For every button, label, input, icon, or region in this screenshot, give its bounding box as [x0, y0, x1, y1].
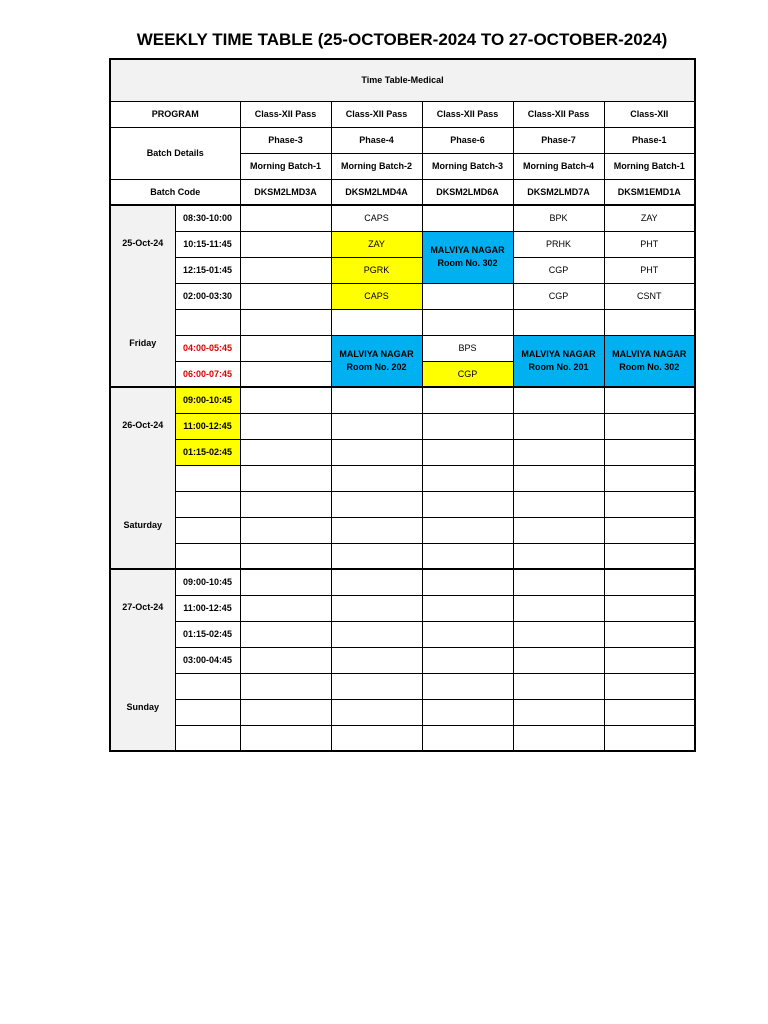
schedule-cell [331, 439, 422, 465]
schedule-cell [513, 543, 604, 569]
schedule-cell [240, 361, 331, 387]
schedule-cell [331, 673, 422, 699]
schedule-cell [604, 699, 695, 725]
page-title: WEEKLY TIME TABLE (25-OCTOBER-2024 TO 27-OCTOBER-2024) [136, 30, 668, 49]
schedule-cell [240, 491, 331, 517]
schedule-cell: PHT [604, 257, 695, 283]
schedule-cell [604, 673, 695, 699]
schedule-cell [240, 205, 331, 231]
schedule-cell [331, 413, 422, 439]
schedule-cell [240, 595, 331, 621]
schedule-cell [240, 673, 331, 699]
time-slot [175, 517, 240, 543]
batch-details-label: Batch Details [110, 127, 240, 179]
day-cell [110, 205, 175, 387]
time-slot [175, 543, 240, 569]
schedule-cell [240, 517, 331, 543]
schedule-cell [240, 257, 331, 283]
time-slot: 06:00-07:45 [175, 361, 240, 387]
batch-code-cell: DKSM2LMD3A [240, 179, 331, 205]
phase-cell: Phase-1 [604, 127, 695, 153]
schedule-cell [422, 595, 513, 621]
schedule-cell [604, 491, 695, 517]
venue-place: MALVIYA NAGAR [339, 348, 414, 359]
schedule-cell: CGP [422, 361, 513, 387]
schedule-cell [422, 699, 513, 725]
schedule-cell [240, 231, 331, 257]
schedule-cell: PHT [604, 231, 695, 257]
schedule-cell: BPS [422, 335, 513, 361]
batch-cell: Morning Batch-3 [422, 153, 513, 179]
schedule-cell [513, 647, 604, 673]
schedule-cell: CAPS [331, 283, 422, 309]
schedule-cell [422, 439, 513, 465]
schedule-cell [240, 335, 331, 361]
time-slot: 02:00-03:30 [175, 283, 240, 309]
schedule-cell [240, 699, 331, 725]
venue-cell [422, 231, 513, 283]
schedule-cell [240, 725, 331, 751]
table-title: Time Table-Medical [110, 59, 695, 101]
schedule-cell [240, 283, 331, 309]
batch-cell: Morning Batch-4 [513, 153, 604, 179]
day-date: 25-Oct-24 [122, 238, 164, 248]
schedule-cell [604, 413, 695, 439]
schedule-cell [604, 621, 695, 647]
time-slot: 12:15-01:45 [175, 257, 240, 283]
schedule-cell [422, 491, 513, 517]
schedule-cell [513, 309, 604, 335]
schedule-cell: ZAY [331, 231, 422, 257]
schedule-cell [513, 439, 604, 465]
time-slot [175, 491, 240, 517]
schedule-cell [422, 725, 513, 751]
time-slot [175, 309, 240, 335]
schedule-cell [513, 465, 604, 491]
schedule-cell [331, 543, 422, 569]
time-slot: 11:00-12:45 [175, 413, 240, 439]
day-date: 26-Oct-24 [122, 420, 164, 430]
schedule-cell [240, 387, 331, 413]
schedule-cell [604, 725, 695, 751]
venue-place: MALVIYA NAGAR [430, 245, 505, 255]
program-cell: Class-XII Pass [331, 101, 422, 127]
program-cell: Class-XII [604, 101, 695, 127]
schedule-cell: ZAY [604, 205, 695, 231]
schedule-cell [422, 673, 513, 699]
schedule-cell [604, 517, 695, 543]
schedule-cell [604, 569, 695, 595]
time-slot: 01:15-02:45 [175, 621, 240, 647]
day-weekday: Sunday [126, 702, 159, 712]
schedule-cell [331, 595, 422, 621]
schedule-cell [240, 413, 331, 439]
schedule-cell [331, 491, 422, 517]
venue-place: MALVIYA NAGAR [612, 348, 687, 359]
phase-cell: Phase-7 [513, 127, 604, 153]
schedule-cell [331, 647, 422, 673]
schedule-cell [240, 543, 331, 569]
time-slot: 11:00-12:45 [175, 595, 240, 621]
schedule-cell: PGRK [331, 257, 422, 283]
schedule-cell [604, 543, 695, 569]
schedule-cell [513, 699, 604, 725]
schedule-cell: CSNT [604, 283, 695, 309]
batch-cell: Morning Batch-2 [331, 153, 422, 179]
schedule-cell [422, 465, 513, 491]
schedule-cell [240, 309, 331, 335]
schedule-cell [240, 465, 331, 491]
program-cell: Class-XII Pass [240, 101, 331, 127]
time-slot [175, 673, 240, 699]
schedule-cell [331, 309, 422, 335]
time-slot [175, 725, 240, 751]
batch-code-cell: DKSM2LMD7A [513, 179, 604, 205]
schedule-cell [513, 725, 604, 751]
schedule-cell [331, 465, 422, 491]
schedule-cell [240, 439, 331, 465]
venue-place: MALVIYA NAGAR [521, 348, 596, 359]
schedule-cell [422, 621, 513, 647]
batch-code-cell: DKSM2LMD6A [422, 179, 513, 205]
schedule-cell: CGP [513, 257, 604, 283]
day-date: 27-Oct-24 [122, 602, 164, 612]
schedule-cell [331, 725, 422, 751]
schedule-cell [331, 517, 422, 543]
time-slot: 10:15-11:45 [175, 231, 240, 257]
time-slot: 09:00-10:45 [175, 387, 240, 413]
venue-cell [513, 335, 604, 387]
phase-cell: Phase-3 [240, 127, 331, 153]
schedule-cell [240, 647, 331, 673]
schedule-cell [604, 465, 695, 491]
schedule-cell: BPK [513, 205, 604, 231]
schedule-cell [422, 413, 513, 439]
schedule-cell [331, 621, 422, 647]
schedule-cell [422, 543, 513, 569]
day-cell [110, 387, 175, 569]
schedule-cell [513, 673, 604, 699]
batch-code-cell: DKSM1EMD1A [604, 179, 695, 205]
schedule-cell [331, 699, 422, 725]
schedule-cell: CGP [513, 283, 604, 309]
schedule-cell [240, 569, 331, 595]
time-slot: 08:30-10:00 [175, 205, 240, 231]
schedule-cell [604, 595, 695, 621]
phase-cell: Phase-6 [422, 127, 513, 153]
schedule-cell [604, 387, 695, 413]
schedule-cell [604, 309, 695, 335]
time-slot: 01:15-02:45 [175, 439, 240, 465]
venue-room: Room No. 201 [528, 361, 589, 372]
venue-room: Room No. 302 [437, 258, 498, 268]
day-weekday: Friday [129, 338, 157, 348]
batch-code-cell: DKSM2LMD4A [331, 179, 422, 205]
batch-cell: Morning Batch-1 [240, 153, 331, 179]
schedule-cell [422, 569, 513, 595]
schedule-cell [422, 517, 513, 543]
schedule-cell [604, 647, 695, 673]
venue-cell [331, 335, 422, 387]
schedule-cell [513, 595, 604, 621]
schedule-cell [604, 439, 695, 465]
time-slot: 04:00-05:45 [175, 335, 240, 361]
batch-code-label: Batch Code [110, 179, 240, 205]
program-cell: Class-XII Pass [513, 101, 604, 127]
schedule-cell [331, 569, 422, 595]
venue-room: Room No. 302 [619, 361, 680, 372]
schedule-cell [422, 647, 513, 673]
time-slot: 03:00-04:45 [175, 647, 240, 673]
day-weekday: Saturday [123, 520, 162, 530]
program-label: PROGRAM [110, 101, 240, 127]
schedule-cell [513, 569, 604, 595]
venue-cell [604, 335, 695, 387]
time-slot [175, 699, 240, 725]
schedule-cell [513, 387, 604, 413]
schedule-cell [513, 491, 604, 517]
schedule-cell [331, 387, 422, 413]
schedule-cell [422, 283, 513, 309]
phase-cell: Phase-4 [331, 127, 422, 153]
schedule-cell [422, 309, 513, 335]
schedule-cell [422, 387, 513, 413]
day-cell [110, 569, 175, 751]
schedule-cell: PRHK [513, 231, 604, 257]
batch-cell: Morning Batch-1 [604, 153, 695, 179]
time-slot [175, 465, 240, 491]
schedule-cell: CAPS [331, 205, 422, 231]
venue-room: Room No. 202 [346, 361, 407, 372]
schedule-cell [513, 413, 604, 439]
schedule-cell [513, 517, 604, 543]
program-cell: Class-XII Pass [422, 101, 513, 127]
time-slot: 09:00-10:45 [175, 569, 240, 595]
schedule-cell [513, 621, 604, 647]
schedule-cell [240, 621, 331, 647]
schedule-cell [422, 205, 513, 231]
timetable [109, 58, 696, 752]
